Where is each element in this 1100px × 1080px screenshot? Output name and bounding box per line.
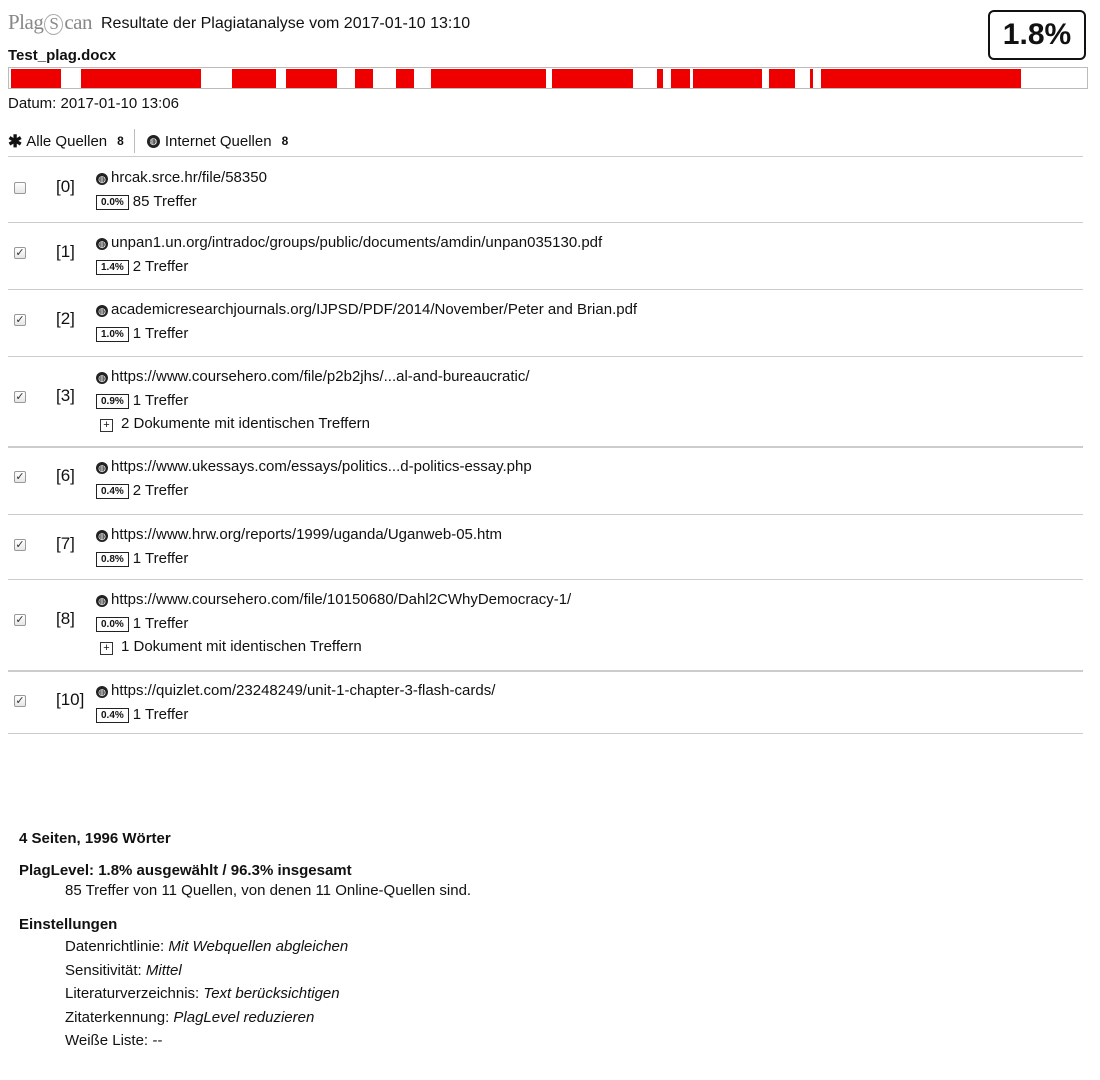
source-checkbox[interactable]: ✓ (15, 614, 25, 626)
hit-count: 2 Treffer (132, 482, 189, 499)
settings-list (19, 935, 471, 1053)
source-checkbox[interactable] (14, 182, 26, 194)
source-percentage: 0.0% (96, 195, 129, 210)
source-checkbox[interactable]: ✓ (15, 247, 25, 259)
tab-label: Internet Quellen (164, 132, 272, 150)
setting-row (19, 935, 471, 959)
match-segment[interactable] (431, 69, 546, 88)
source-checkbox[interactable]: ✓ (15, 314, 25, 326)
source-row (8, 357, 1083, 448)
report-title: Resultate der Plagiatanalyse vom 2017-01-10 13:10 (101, 15, 471, 32)
source-index: [0] (56, 177, 75, 196)
source-hits (96, 193, 197, 210)
setting-value: -- (152, 1032, 163, 1049)
source-tabs (8, 128, 298, 154)
source-link[interactable] (96, 301, 637, 318)
report-summary (19, 830, 471, 1053)
setting-label: Datenrichtlinie: (65, 938, 165, 955)
source-index: [10] (56, 690, 85, 709)
hit-count: 2 Treffer (132, 258, 189, 275)
source-url: https://www.coursehero.com/file/p2b2jhs/...al-and-bureaucratic/ (111, 368, 530, 385)
hit-count: 85 Treffer (132, 193, 197, 210)
match-segment[interactable] (552, 69, 633, 88)
setting-label: Literaturverzeichnis: (65, 985, 200, 1002)
hit-count: 1 Treffer (132, 325, 189, 342)
globe-icon: ◍ (96, 173, 108, 185)
source-url: https://www.hrw.org/reports/1999/uganda/Uganweb-05.htm (111, 526, 503, 543)
match-segment[interactable] (693, 69, 762, 88)
plaglevel-score-badge: 1.8% (988, 10, 1086, 60)
match-segment[interactable] (286, 69, 337, 88)
source-url: https://www.coursehero.com/file/10150680/Dahl2CWhyDemocracy-1/ (111, 591, 572, 608)
tab-internet-sources[interactable] (134, 129, 298, 153)
setting-label: Sensitivität: (65, 961, 142, 979)
hit-count: 1 Treffer (132, 615, 189, 632)
source-row (8, 671, 1083, 734)
identical-documents-label: 2 Dokumente mit identischen Treffern (121, 415, 371, 432)
hit-count: 1 Treffer (132, 392, 189, 409)
match-segment[interactable] (821, 69, 1021, 88)
source-link[interactable] (96, 169, 267, 186)
source-percentage: 0.0% (96, 617, 129, 632)
setting-row (19, 982, 471, 1006)
source-percentage: 0.4% (96, 484, 129, 499)
expand-plus-icon: + (100, 642, 113, 655)
source-row (8, 158, 1083, 223)
hit-count: 1 Treffer (132, 706, 189, 723)
source-hits (96, 325, 188, 342)
source-hits (96, 615, 188, 632)
source-index: [1] (56, 242, 75, 261)
source-percentage: 0.8% (96, 552, 129, 567)
tab-count: 8 (117, 134, 124, 148)
source-row (8, 515, 1083, 580)
setting-row (19, 959, 471, 983)
match-segment[interactable] (671, 69, 690, 88)
source-row (8, 447, 1083, 515)
setting-label: Weiße Liste: (65, 1032, 149, 1049)
document-filename: Test_plag.docx (8, 47, 117, 64)
source-hits (96, 392, 188, 409)
globe-icon: ◍ (96, 372, 108, 384)
source-link[interactable] (96, 682, 495, 699)
source-url: unpan1.un.org/intradoc/groups/public/documents/amdin/unpan035130.pdf (111, 234, 603, 251)
globe-icon: ◍ (96, 530, 108, 542)
match-segment[interactable] (396, 69, 414, 88)
globe-icon: ◍ (96, 595, 108, 607)
match-segment[interactable] (657, 69, 663, 88)
source-index: [6] (56, 466, 75, 485)
plagscan-logo: Plag S can (8, 10, 92, 34)
identical-documents-toggle[interactable] (100, 415, 370, 432)
source-link[interactable] (96, 368, 530, 385)
match-segment[interactable] (355, 69, 373, 88)
source-hits (96, 258, 188, 275)
source-hits (96, 706, 188, 723)
source-link[interactable] (96, 591, 571, 608)
match-segment[interactable] (769, 69, 795, 88)
source-url: https://quizlet.com/23248249/unit-1-chapter-3-flash-cards/ (111, 682, 496, 699)
identical-documents-label: 1 Dokument mit identischen Treffern (121, 638, 362, 655)
setting-label: Zitaterkennung: (65, 1008, 170, 1026)
identical-documents-toggle[interactable] (100, 638, 362, 655)
tab-count: 8 (281, 134, 289, 148)
source-link[interactable] (96, 234, 602, 251)
setting-value: Mittel (145, 961, 182, 979)
source-url: https://www.ukessays.com/essays/politics...d-politics-essay.php (111, 458, 532, 475)
source-row (8, 290, 1083, 357)
source-percentage: 0.4% (96, 708, 129, 723)
expand-plus-icon: + (100, 419, 113, 432)
source-row (8, 580, 1083, 672)
match-segment[interactable] (11, 69, 61, 88)
match-distribution-bar (8, 67, 1088, 89)
settings-title: Einstellungen (19, 916, 118, 933)
document-date: Datum: 2017-01-10 13:06 (8, 95, 179, 112)
source-url: academicresearchjournals.org/IJPSD/PDF/2014/November/Peter and Brian.pdf (111, 301, 638, 318)
source-row (8, 223, 1083, 290)
source-percentage: 1.4% (96, 260, 129, 275)
source-percentage: 1.0% (96, 327, 129, 342)
plaglevel-summary: PlagLevel: 1.8% ausgewählt / 96.3% insgesamt (19, 862, 352, 879)
source-index: [7] (56, 534, 75, 553)
source-percentage: 0.9% (96, 394, 129, 409)
source-link[interactable] (96, 526, 502, 543)
setting-row (19, 1006, 471, 1030)
match-segment[interactable] (232, 69, 276, 88)
source-index: [8] (56, 609, 75, 628)
page-word-count: 4 Seiten, 1996 Wörter (19, 830, 171, 847)
globe-icon: ◍ (147, 135, 160, 148)
source-checkbox[interactable]: ✓ (15, 471, 25, 483)
plaglevel-detail: 85 Treffer von 11 Quellen, von denen 11 Online-Quellen sind. (65, 882, 472, 899)
source-hits (96, 482, 188, 499)
asterisk-icon: ✱ (8, 131, 23, 151)
match-segment[interactable] (81, 69, 201, 88)
setting-value: Mit Webquellen abgleichen (168, 938, 349, 955)
source-checkbox[interactable]: ✓ (15, 539, 25, 551)
globe-icon: ◍ (96, 238, 108, 250)
source-url: hrcak.srce.hr/file/58350 (111, 169, 267, 186)
source-checkbox[interactable]: ✓ (15, 391, 25, 403)
source-hits (96, 550, 188, 567)
source-index: [2] (56, 309, 75, 328)
source-checkbox[interactable]: ✓ (15, 695, 25, 707)
setting-value: Text berücksichtigen (203, 985, 340, 1002)
hit-count: 1 Treffer (132, 550, 189, 567)
match-segment[interactable] (810, 69, 813, 88)
source-index: [3] (56, 386, 75, 405)
divider (8, 156, 1083, 157)
tab-all-sources[interactable] (8, 129, 134, 153)
setting-value: PlagLevel reduzieren (173, 1008, 315, 1026)
globe-icon: ◍ (96, 686, 108, 698)
source-link[interactable] (96, 458, 532, 475)
globe-icon: ◍ (96, 462, 108, 474)
tab-label: Alle Quellen (26, 132, 108, 150)
globe-icon: ◍ (96, 305, 108, 317)
setting-row (19, 1029, 471, 1053)
